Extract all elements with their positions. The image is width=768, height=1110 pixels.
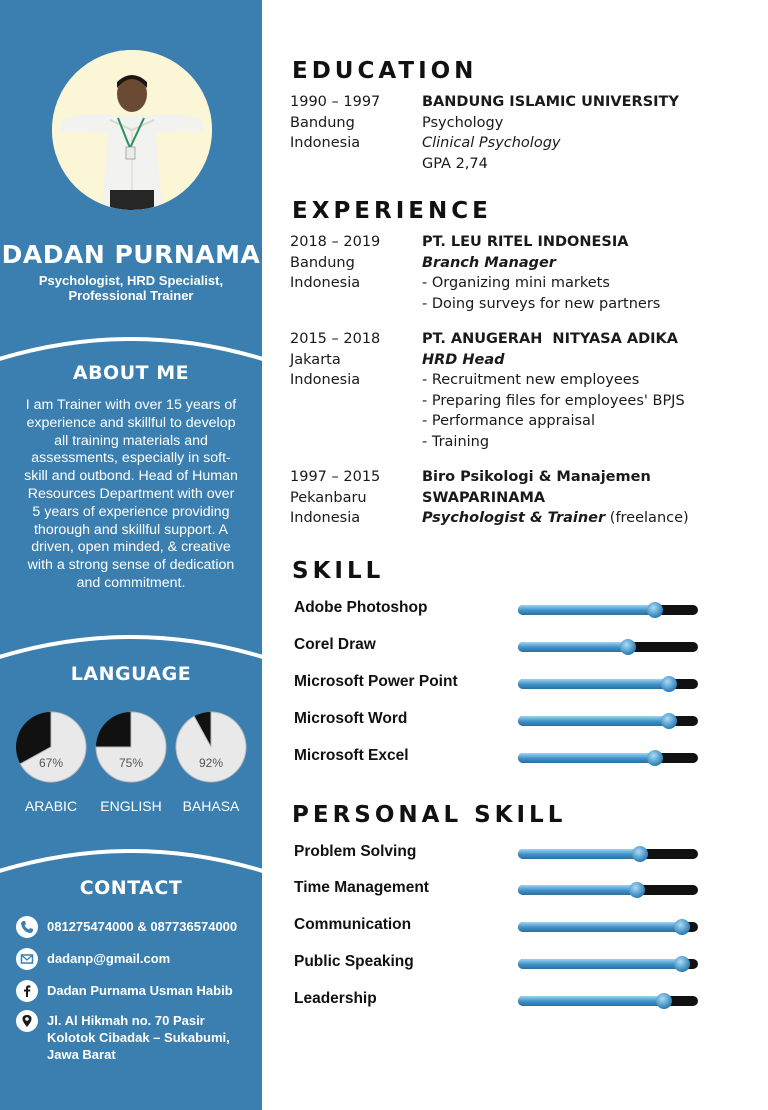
experience-position: Branch Manager — [422, 254, 556, 271]
experience-entry — [290, 329, 760, 453]
personal-skill-bar-knob — [629, 882, 645, 898]
experience-period: 2018 – 2019 — [290, 234, 381, 250]
skill-row — [294, 671, 704, 695]
language-item-bahasa — [174, 710, 248, 814]
role-line-2: Professional Trainer — [68, 288, 194, 303]
skill-bar-fill — [518, 679, 669, 689]
language-label: ENGLISH — [100, 798, 162, 814]
role-line-1: Psychologist, HRD Specialist, — [38, 273, 224, 288]
personal-skill-bar — [518, 996, 698, 1006]
personal-skill-bar-fill — [518, 959, 682, 969]
skill-bar — [518, 753, 698, 763]
education-school: BANDUNG ISLAMIC UNIVERSITY — [422, 94, 679, 110]
education-city: Bandung — [290, 114, 355, 131]
personal-skill-bar — [518, 922, 698, 932]
contact-address-text — [47, 1010, 230, 1063]
experience-country: Indonesia — [290, 510, 361, 526]
about-text: I am Trainer with over 15 years of experience and skillful to develop all training materials and assessments, especially in soft-skill and outbond. Head of Human Resources Department with over 5 years of experience providing thorough and skillful support. A driven, open minded, & creative with a strong sense of dedication and commitment. — [24, 397, 238, 591]
skill-bar-knob — [661, 713, 677, 729]
skill-bar-knob — [661, 676, 677, 692]
skill-row — [294, 597, 704, 621]
education-concentration: Clinical Psychology — [422, 135, 561, 151]
experience-company: PT. LEU RITEL INDONESIA — [422, 234, 629, 250]
skill-bar — [518, 679, 698, 689]
personal-skill-label: Problem Solving — [294, 843, 417, 860]
language-label: BAHASA — [182, 798, 240, 814]
language-title: LANGUAGE — [70, 663, 192, 685]
experience-heading: EXPERIENCE — [292, 198, 492, 224]
section-divider-arc — [0, 624, 262, 664]
email-icon — [16, 948, 38, 970]
experience-country: Indonesia — [290, 372, 361, 388]
experience-details — [422, 329, 762, 452]
skill-label: Microsoft Word — [294, 710, 408, 727]
skill-bar — [518, 642, 698, 652]
personal-skill-row — [294, 914, 704, 938]
experience-company: PT. ANUGERAH NITYASA ADIKA — [422, 331, 679, 347]
personal-skill-label: Public Speaking — [294, 953, 414, 970]
skill-bar-knob — [620, 639, 636, 655]
candidate-role — [20, 273, 242, 303]
contact-facebook-text[interactable]: Dadan Purnama Usman Habib — [47, 983, 233, 998]
contact-facebook — [16, 980, 252, 1002]
candidate-name: DADAN PURNAMA — [1, 240, 261, 269]
phone-icon — [16, 916, 38, 938]
experience-duty: - Performance appraisal — [422, 413, 595, 429]
section-divider-arc — [0, 326, 262, 366]
language-item-english — [94, 710, 168, 814]
experience-city: Bandung — [290, 254, 355, 271]
experience-city: Jakarta — [290, 351, 341, 368]
contact-address — [16, 1010, 252, 1063]
personal-skill-bar — [518, 885, 698, 895]
experience-meta — [290, 329, 420, 391]
address-line-3: Jawa Barat — [47, 1047, 116, 1062]
experience-position: Psychologist & Trainer — [422, 510, 606, 526]
facebook-icon — [16, 980, 38, 1002]
personal-skill-bar — [518, 849, 698, 859]
personal-skill-bar-knob — [656, 993, 672, 1009]
personal-skill-bar-knob — [632, 846, 648, 862]
experience-company: SWAPARINAMA — [422, 489, 546, 506]
personal-skill-bar-knob — [674, 919, 690, 935]
skill-label: Adobe Photoshop — [294, 599, 428, 616]
skill-row — [294, 708, 704, 732]
skill-label: Microsoft Power Point — [294, 673, 458, 690]
experience-duty: - Organizing mini markets — [422, 275, 610, 291]
personal-skill-bar — [518, 959, 698, 969]
language-percent: 92% — [198, 756, 224, 770]
language-pie — [174, 710, 248, 784]
skill-row — [294, 745, 704, 769]
language-list — [14, 710, 250, 820]
personal-skill-bar-knob — [674, 956, 690, 972]
experience-duty: - Recruitment new employees — [422, 372, 640, 388]
personal-skill-bar-fill — [518, 996, 664, 1006]
skill-bar — [518, 716, 698, 726]
education-entry — [290, 92, 760, 176]
personal-skill-bar-fill — [518, 849, 640, 859]
main-content — [262, 0, 768, 1110]
education-heading: EDUCATION — [292, 58, 478, 84]
experience-company: Biro Psikologi & Manajemen — [422, 469, 651, 485]
experience-position-line — [422, 508, 762, 529]
experience-entry — [290, 232, 760, 316]
personal-skill-heading: PERSONAL SKILL — [292, 802, 567, 828]
location-icon — [16, 1010, 38, 1032]
contact-email — [16, 948, 252, 970]
personal-skill-row — [294, 951, 704, 975]
experience-duty: - Training — [422, 433, 490, 450]
personal-skill-row — [294, 988, 704, 1012]
education-meta — [290, 92, 420, 154]
language-label: ARABIC — [24, 798, 78, 814]
language-percent: 67% — [38, 756, 64, 770]
experience-details — [422, 467, 762, 529]
experience-details — [422, 232, 762, 314]
address-line-1: Jl. Al Hikmah no. 70 Pasir — [47, 1013, 205, 1028]
skill-bar-fill — [518, 605, 655, 615]
contact-email-text[interactable]: dadanp@gmail.com — [47, 951, 171, 966]
experience-position: HRD Head — [422, 351, 505, 368]
personal-skill-row — [294, 841, 704, 865]
experience-meta — [290, 467, 420, 529]
experience-country: Indonesia — [290, 275, 361, 291]
personal-skill-label: Leadership — [294, 990, 377, 1007]
contact-title: CONTACT — [79, 877, 183, 899]
skill-bar — [518, 605, 698, 615]
section-divider-arc — [0, 838, 262, 878]
education-details — [422, 92, 762, 174]
skill-label: Microsoft Excel — [294, 747, 409, 764]
contact-phone-text: 081275474000 & 087736574000 — [47, 919, 238, 934]
profile-photo — [52, 50, 212, 210]
education-major: Psychology — [422, 114, 504, 131]
experience-duty: - Preparing files for employees' BPJS — [422, 392, 685, 409]
education-period: 1990 – 1997 — [290, 94, 381, 110]
pie-slice — [176, 712, 246, 782]
experience-period: 2015 – 2018 — [290, 331, 381, 347]
language-item-arabic — [14, 710, 88, 814]
personal-skill-label: Communication — [294, 916, 412, 933]
education-country: Indonesia — [290, 135, 361, 151]
experience-city: Pekanbaru — [290, 489, 367, 506]
skill-bar-fill — [518, 716, 669, 726]
skill-label: Corel Draw — [294, 636, 376, 653]
education-gpa: GPA 2,74 — [422, 155, 488, 172]
experience-duty: - Doing surveys for new partners — [422, 295, 661, 312]
personal-skill-bar-fill — [518, 885, 637, 895]
address-line-2: Kolotok Cibadak – Sukabumi, — [47, 1030, 230, 1045]
experience-meta — [290, 232, 420, 294]
personal-skill-bar-fill — [518, 922, 682, 932]
skill-row — [294, 634, 704, 658]
skill-bar-fill — [518, 642, 628, 652]
skill-heading: SKILL — [292, 558, 385, 584]
experience-position-note: (freelance) — [605, 510, 689, 526]
skill-bar-knob — [647, 750, 663, 766]
skill-bar-knob — [647, 602, 663, 618]
personal-skill-row — [294, 877, 704, 901]
contact-phone — [16, 916, 252, 938]
language-percent: 75% — [118, 756, 144, 770]
about-title: ABOUT ME — [72, 362, 190, 384]
person-image — [52, 50, 212, 210]
sidebar — [0, 0, 262, 1110]
skill-bar-fill — [518, 753, 655, 763]
experience-entry — [290, 467, 760, 531]
language-pie — [94, 710, 168, 784]
language-pie — [14, 710, 88, 784]
experience-period: 1997 – 2015 — [290, 469, 381, 485]
personal-skill-label: Time Management — [294, 879, 429, 896]
